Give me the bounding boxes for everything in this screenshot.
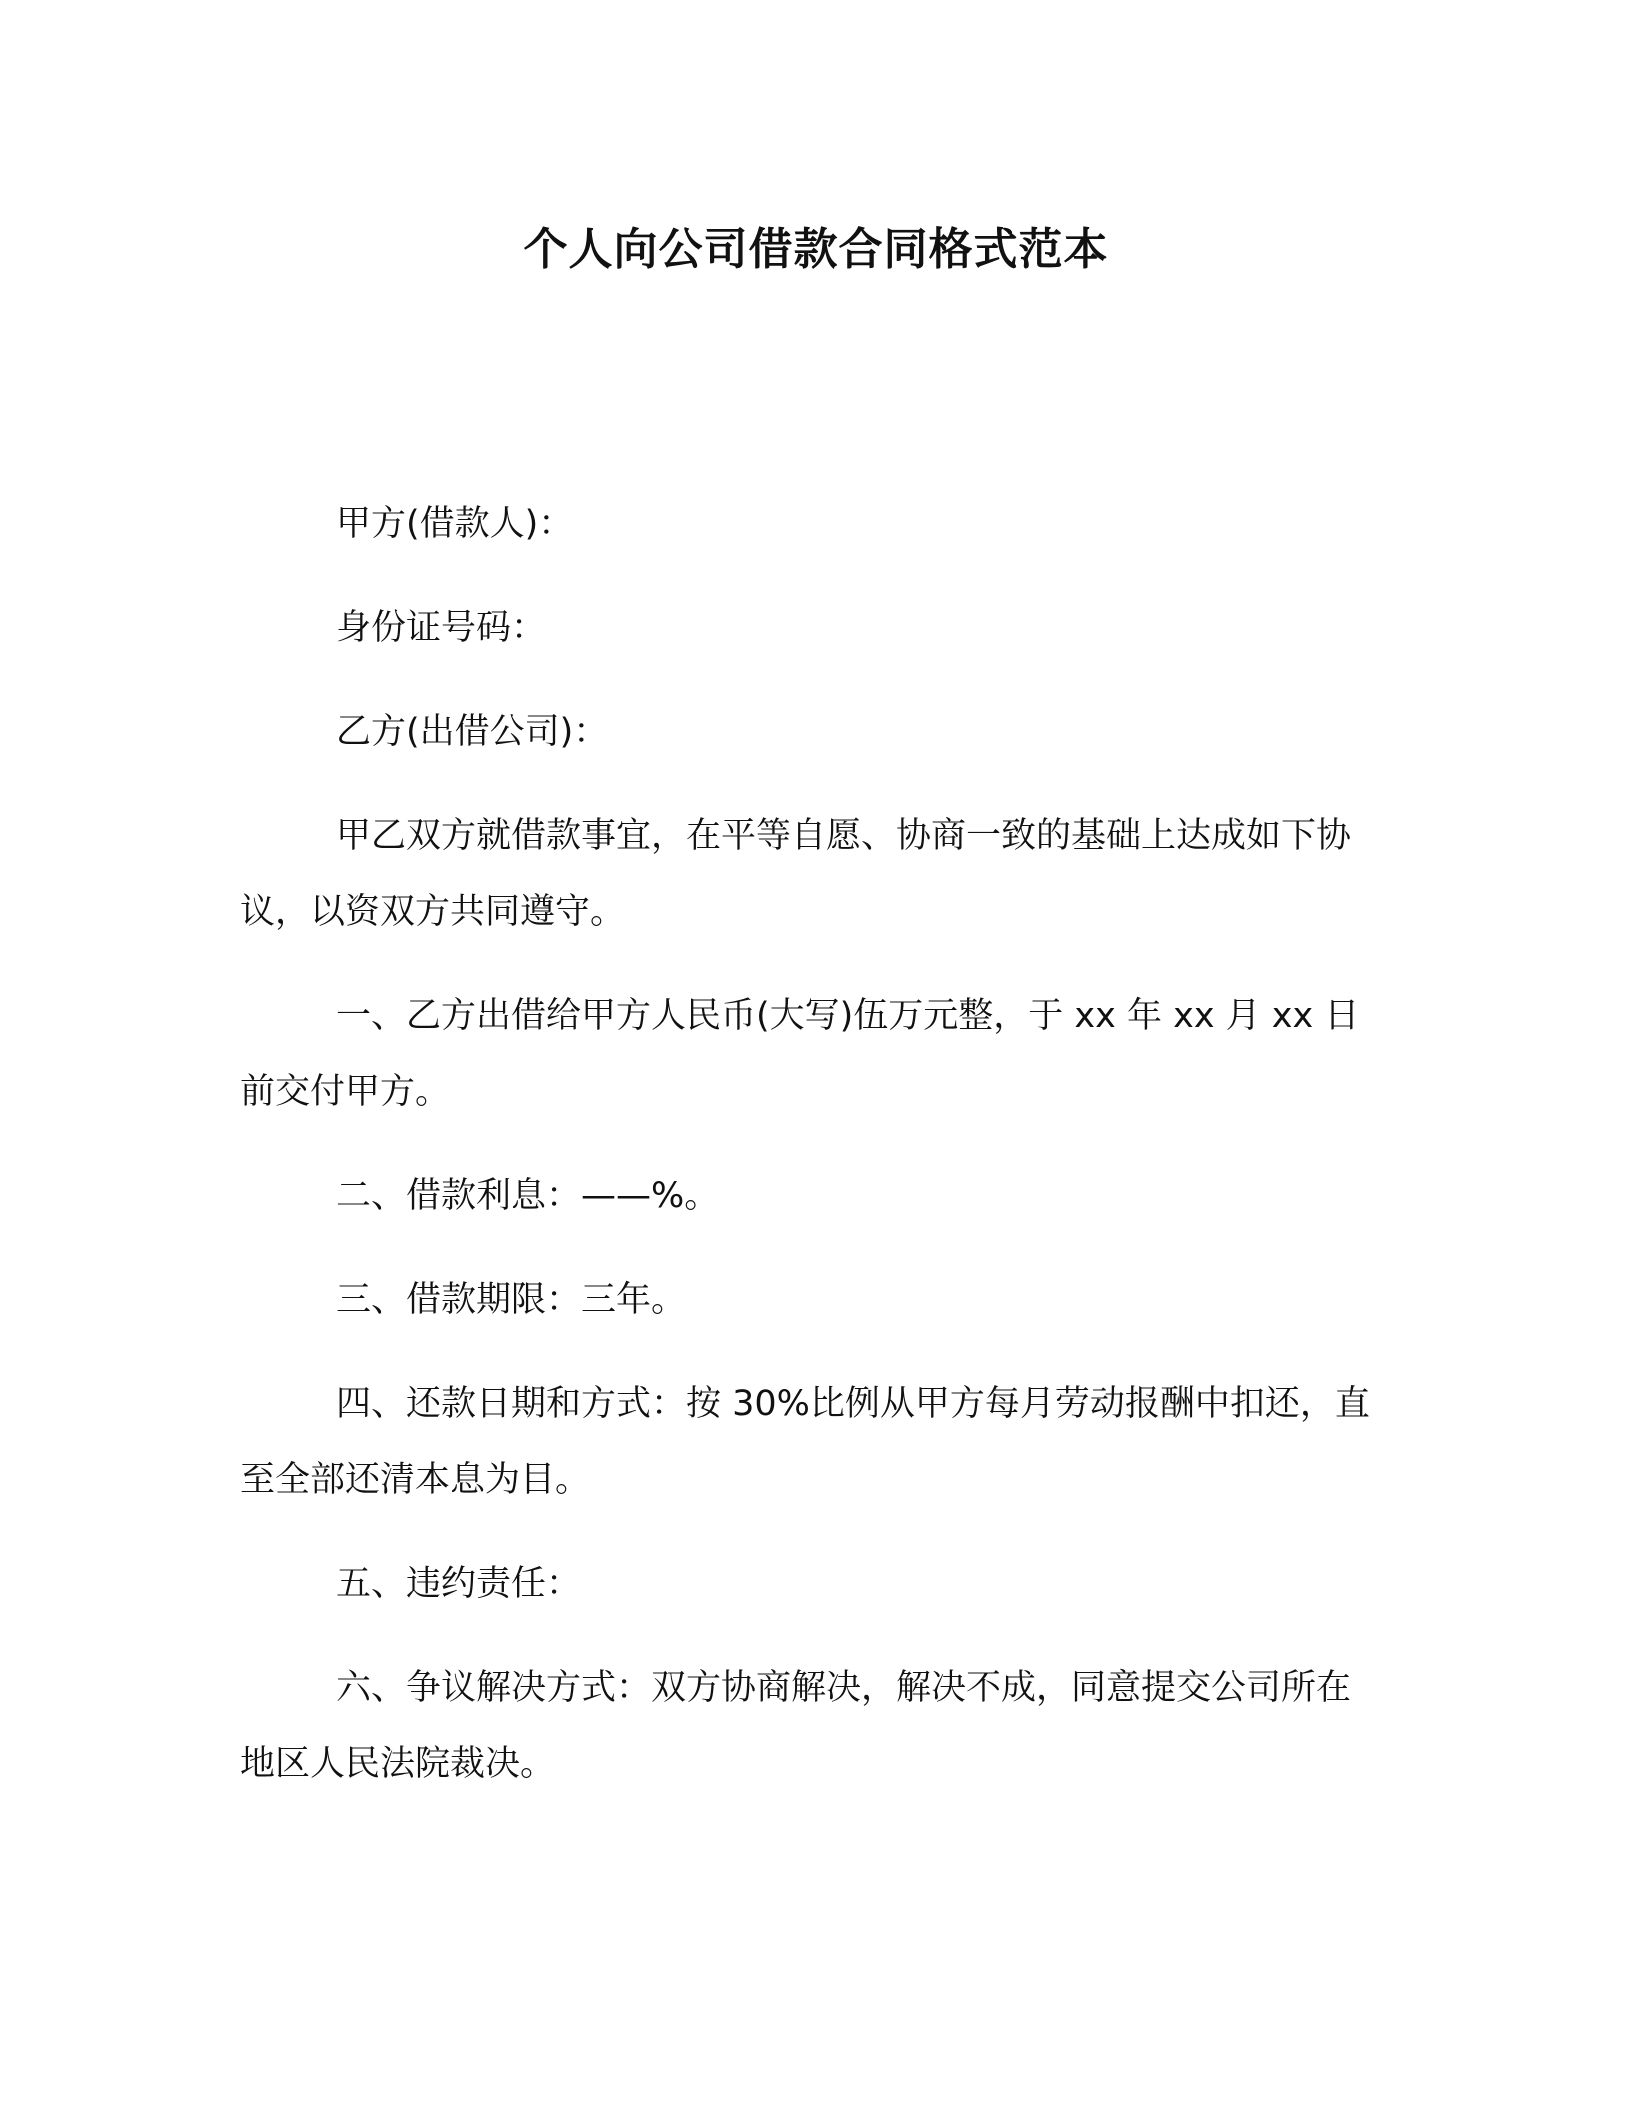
id-number-line: 身份证号码： bbox=[336, 608, 547, 648]
clause-5: 五、违约责任： bbox=[336, 1564, 582, 1604]
document-title: 个人向公司借款合同格式范本 bbox=[523, 224, 1109, 275]
party-b-line: 乙方(出借公司)： bbox=[336, 712, 609, 752]
party-a-line: 甲方(借款人)： bbox=[336, 504, 574, 544]
clause-1: 一、乙方出借给甲方人民币(大写)伍万元整，于 xx 年 xx 月 xx 日前交付甲方。 bbox=[240, 996, 1360, 1112]
contract-body bbox=[240, 486, 1380, 1830]
clause-2: 二、借款利息：——%。 bbox=[336, 1176, 720, 1216]
preamble-paragraph: 甲乙双方就借款事宜，在平等自愿、协商一致的基础上达成如下协议，以资双方共同遵守。 bbox=[240, 816, 1352, 932]
clause-6: 六、争议解决方式：双方协商解决，解决不成，同意提交公司所在地区人民法院裁决。 bbox=[240, 1668, 1352, 1784]
clause-4: 四、还款日期和方式：按 30%比例从甲方每月劳动报酬中扣还，直至全部还清本息为目。 bbox=[240, 1384, 1370, 1500]
clause-3: 三、借款期限：三年。 bbox=[336, 1280, 687, 1320]
